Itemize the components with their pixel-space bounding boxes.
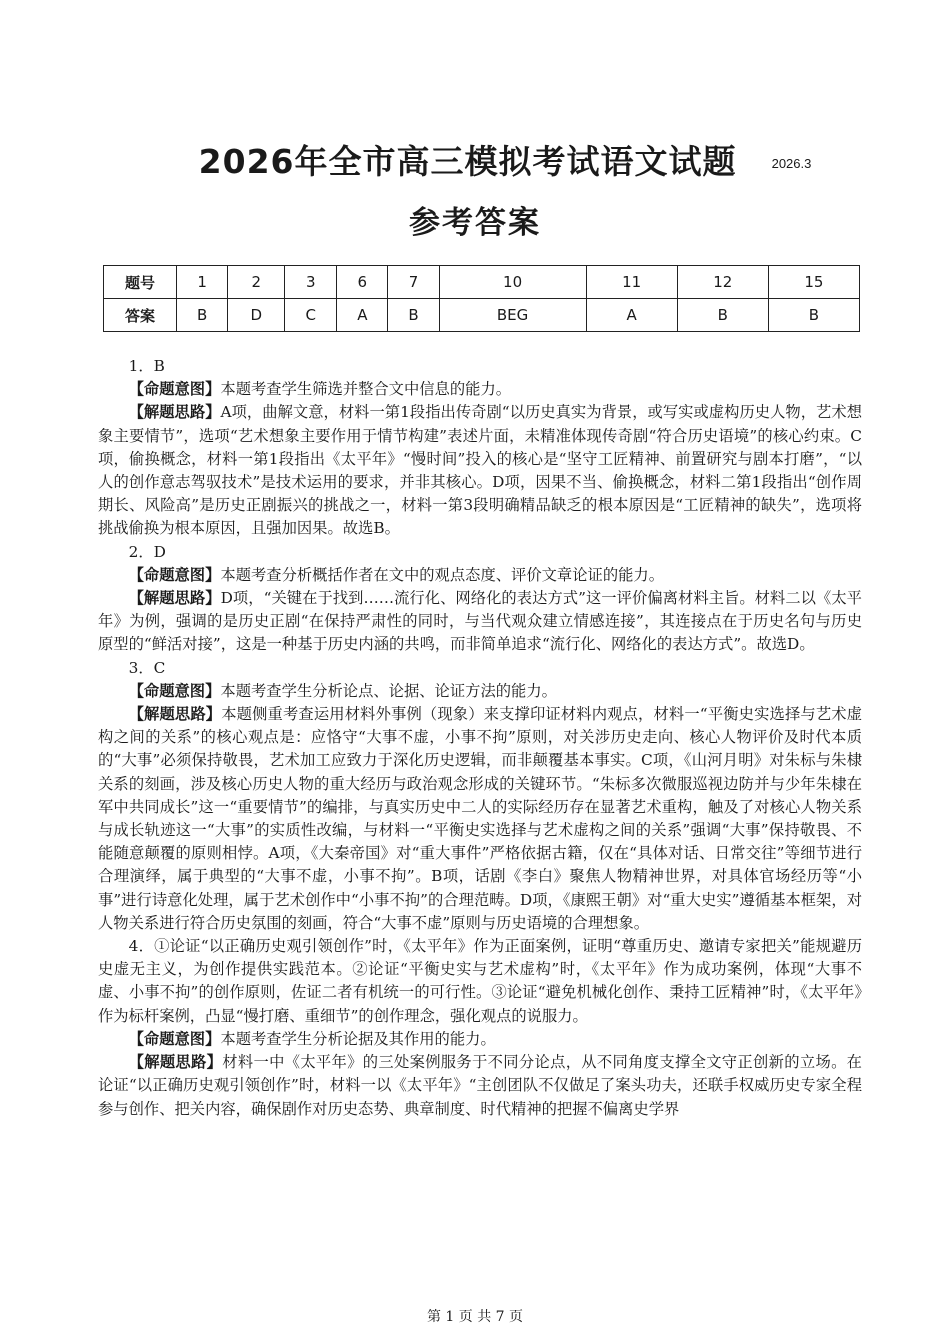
row-label-number: 题号 [104,266,177,299]
question-number: 12 [677,266,768,299]
answer-table-number-row [104,266,860,299]
question-4-reasoning [98,1051,862,1121]
question-2-intent [98,564,862,587]
reasoning-tag: 【解题思路】 [128,1053,223,1072]
intent-text: 本题考查分析概括作者在文中的观点态度、评价文章论证的能力。 [220,565,665,584]
question-1-intent [98,378,862,401]
reasoning-tag: 【解题思路】 [128,589,221,608]
question-number: 10 [439,266,586,299]
answer-cell: C [285,299,337,332]
question-3-reasoning [98,703,862,935]
answer-body [98,355,862,1121]
intent-tag: 【命题意图】 [128,681,221,700]
question-4-answer [98,935,862,1028]
reasoning-text: A项，曲解文意，材料一第1段指出传奇剧“以历史真实为背景，或写实或虚构历史人物，艺术想象主要情节”，选项“艺术想象主要作用于情节构建”表述片面，未精准体现传奇剧“符合历史语境”的核心约束。C项，偷换概念，材料一第1段指出《太平年》“慢时间”投入的核心是“坚守工匠精神、前置研究与剧本打磨”，“以人的创作意志驾驭技术”是技术运用的要求，并非其核心。D项，因果不当、偷换概念，材料二第1段指出“创作周期长、风险高”是历史正剧振兴的挑战之一，材料一第3段明确精品缺乏的根本原因是“工匠精神的缺失”，选项将挑战偷换为根本原因，且强加因果。故选B。 [98,403,862,538]
answer-cell: B [177,299,228,332]
reasoning-text: 材料一中《太平年》的三处案例服务于不同分论点，从不同角度支撑全文守正创新的立场。在论证“以正确历史观引领创作”时，材料一以《太平年》“主创团队不仅做足了案头功夫，还联手权威历史专家全程参与创作、把关内容，确保剧作对历史态势、典章制度、时代精神的把握不偏离史学界 [98,1053,862,1118]
answer-cell: B [677,299,768,332]
question-number: 6 [337,266,388,299]
question-2-reasoning [98,587,862,657]
intent-tag: 【命题意图】 [128,380,221,399]
page-title: 2026年全市高三模拟考试语文试题 [198,142,737,181]
answer-cell: B [768,299,859,332]
reasoning-text: 本题侧重考查运用材料外事例（现象）来支撑印证材料内观点，材料一“平衡史实选择与艺术虚构之间的关系”的核心观点是：应恪守“大事不虚，小事不拘”原则，对关涉历史走向、核心人物评价及时代本质的“大事”必须保持敬畏，艺术加工应致力于深化历史逻辑，而非颠覆基本事实。C项，《山河月明》对朱标与朱棣关系的刻画，涉及核心历史人物的重大经历与政治观念形成的关键环节。“朱标多次微服巡视边防并与少年朱棣在军中共同成长”这一“重要情节”的编排，与真实历史中二人的实际经历存在显著艺术重构，触及了对核心人物关系与成长轨迹这一“大事”的实质性改编，与材料一“平衡史实选择与艺术虚构之间的关系”强调“大事”保持敬畏、不能随意颠覆的原则相悖。A项，《大秦帝国》对“重大事件”严格依据古籍，仅在“具体对话、日常交往”等细节进行合理演绎，属于典型的“大事不虚，小事不拘”。B项，话剧《李白》聚焦人物精神世界，对具体官场经历等“小事”进行诗意化处理，属于艺术创作中“小事不拘”的合理范畴。D项，《康熙王朝》对“重大史实”遵循基本框架，对人物关系进行符合历史氛围的刻画，符合“大事不虚”原则与历史语境的合理想象。 [98,705,862,932]
title-row [0,136,950,183]
answer-cell: BEG [439,299,586,332]
question-number: 15 [768,266,859,299]
question-1-number: 1．B [128,357,165,375]
answer-table-answer-row [104,299,860,332]
page-footer: 第 1 页 共 7 页 [426,1309,524,1325]
question-number: 7 [388,266,439,299]
exam-date: 2026.3 [771,156,812,171]
intent-text: 本题考查学生分析论点、论据、论证方法的能力。 [220,681,557,700]
answer-text: ①论证“以正确历史观引领创作”时，《太平年》作为正面案例，证明“尊重历史、邀请专家把关”能规避历史虚无主义，为创作提供实践范本。②论证“平衡史实与艺术虚构”时，《太平年》作为成功案例，体现“大事不虚、小事不拘”的创作原则，佐证二者有机统一的可行性。③论证“避免机械化创作、秉持工匠精神”时，《太平年》作为标杆案例，凸显“慢打磨、重细节”的创作理念，强化观点的说服力。 [98,937,863,1025]
answer-table [103,265,860,332]
question-4-intent [98,1028,862,1051]
answer-cell: D [228,299,285,332]
question-number: 3 [285,266,337,299]
page-subtitle: 参考答案 [409,205,541,241]
reasoning-text: D项，“关键在于找到……流行化、网络化的表达方式”这一评价偏离材料主旨。材料二以《太平年》为例，强调的是历史正剧“在保持严肃性的同时，与当代观众建立情感连接”，其连接点在于历史名句与历史原型的“鲜活对接”，这是一种基于历史内涵的共鸣，而非简单追求“流行化、网络化的表达方式”。故选D。 [98,589,862,654]
intent-text: 本题考查学生筛选并整合文中信息的能力。 [220,380,512,399]
answer-cell: A [337,299,388,332]
question-3-intent [98,680,862,703]
reasoning-tag: 【解题思路】 [128,403,221,422]
reasoning-tag: 【解题思路】 [128,705,222,724]
answer-cell: B [388,299,439,332]
question-number: 1 [177,266,228,299]
intent-tag: 【命题意图】 [128,1029,221,1048]
answer-cell: A [586,299,677,332]
question-2-number: 2．D [128,542,166,561]
intent-text: 本题考查学生分析论据及其作用的能力。 [220,1029,496,1048]
row-label-answer: 答案 [104,299,177,332]
intent-tag: 【命题意图】 [128,565,221,584]
question-3-number: 3．C [128,658,166,677]
question-number: 2 [228,266,285,299]
question-1-reasoning [98,401,862,540]
question-4-number: 4． [128,937,155,956]
question-number: 11 [586,266,677,299]
